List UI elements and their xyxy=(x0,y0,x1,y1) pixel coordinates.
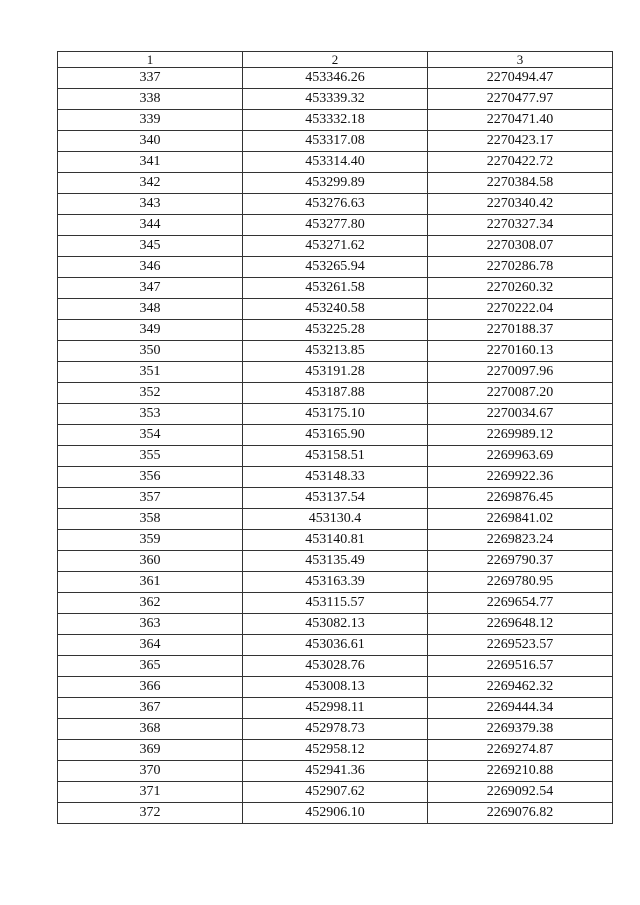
y-coordinate-cell: 2270327.34 xyxy=(428,215,613,236)
table-row xyxy=(58,236,613,257)
table-row xyxy=(58,152,613,173)
x-coordinate-cell: 452958.12 xyxy=(243,740,428,761)
point-number-cell: 359 xyxy=(58,530,243,551)
table-row xyxy=(58,68,613,89)
table-row xyxy=(58,761,613,782)
table-row xyxy=(58,341,613,362)
x-coordinate-cell: 453240.58 xyxy=(243,299,428,320)
y-coordinate-cell: 2270308.07 xyxy=(428,236,613,257)
x-coordinate-cell: 453346.26 xyxy=(243,68,428,89)
x-coordinate-cell: 452907.62 xyxy=(243,782,428,803)
x-coordinate-cell: 453140.81 xyxy=(243,530,428,551)
table-row xyxy=(58,173,613,194)
y-coordinate-cell: 2269210.88 xyxy=(428,761,613,782)
table-row xyxy=(58,509,613,530)
point-number-cell: 370 xyxy=(58,761,243,782)
point-number-cell: 340 xyxy=(58,131,243,152)
table-row xyxy=(58,215,613,236)
y-coordinate-cell: 2269076.82 xyxy=(428,803,613,824)
y-coordinate-cell: 2269780.95 xyxy=(428,572,613,593)
point-number-cell: 356 xyxy=(58,467,243,488)
point-number-cell: 349 xyxy=(58,320,243,341)
y-coordinate-cell: 2269963.69 xyxy=(428,446,613,467)
y-coordinate-cell: 2270087.20 xyxy=(428,383,613,404)
table-body xyxy=(58,68,613,824)
table-row xyxy=(58,614,613,635)
point-number-cell: 361 xyxy=(58,572,243,593)
x-coordinate-cell: 453148.33 xyxy=(243,467,428,488)
point-number-cell: 362 xyxy=(58,593,243,614)
point-number-cell: 337 xyxy=(58,68,243,89)
table-row xyxy=(58,89,613,110)
y-coordinate-cell: 2269648.12 xyxy=(428,614,613,635)
x-coordinate-cell: 453225.28 xyxy=(243,320,428,341)
y-coordinate-cell: 2269922.36 xyxy=(428,467,613,488)
x-coordinate-cell: 453276.63 xyxy=(243,194,428,215)
table-row xyxy=(58,257,613,278)
table-row xyxy=(58,677,613,698)
point-number-cell: 344 xyxy=(58,215,243,236)
table-row xyxy=(58,698,613,719)
x-coordinate-cell: 453261.58 xyxy=(243,278,428,299)
y-coordinate-cell: 2270423.17 xyxy=(428,131,613,152)
x-coordinate-cell: 453317.08 xyxy=(243,131,428,152)
point-number-cell: 350 xyxy=(58,341,243,362)
table-row xyxy=(58,782,613,803)
point-number-cell: 354 xyxy=(58,425,243,446)
x-coordinate-cell: 452941.36 xyxy=(243,761,428,782)
table-row xyxy=(58,383,613,404)
y-coordinate-cell: 2269876.45 xyxy=(428,488,613,509)
x-coordinate-cell: 453130.4 xyxy=(243,509,428,530)
x-coordinate-cell: 453158.51 xyxy=(243,446,428,467)
table-row xyxy=(58,488,613,509)
x-coordinate-cell: 453299.89 xyxy=(243,173,428,194)
point-number-cell: 372 xyxy=(58,803,243,824)
x-coordinate-cell: 453191.28 xyxy=(243,362,428,383)
table-row xyxy=(58,467,613,488)
table-row xyxy=(58,362,613,383)
table-row xyxy=(58,131,613,152)
y-coordinate-cell: 2269654.77 xyxy=(428,593,613,614)
x-coordinate-cell: 453314.40 xyxy=(243,152,428,173)
x-coordinate-cell: 453175.10 xyxy=(243,404,428,425)
point-number-cell: 343 xyxy=(58,194,243,215)
table-row xyxy=(58,719,613,740)
y-coordinate-cell: 2270340.42 xyxy=(428,194,613,215)
point-number-cell: 369 xyxy=(58,740,243,761)
x-coordinate-cell: 453277.80 xyxy=(243,215,428,236)
point-number-cell: 352 xyxy=(58,383,243,404)
point-number-cell: 367 xyxy=(58,698,243,719)
y-coordinate-cell: 2270260.32 xyxy=(428,278,613,299)
table-row xyxy=(58,551,613,572)
y-coordinate-cell: 2269516.57 xyxy=(428,656,613,677)
table-row xyxy=(58,110,613,131)
table-row xyxy=(58,446,613,467)
x-coordinate-cell: 453332.18 xyxy=(243,110,428,131)
point-number-cell: 363 xyxy=(58,614,243,635)
y-coordinate-cell: 2269841.02 xyxy=(428,509,613,530)
x-coordinate-cell: 453082.13 xyxy=(243,614,428,635)
x-coordinate-cell: 453165.90 xyxy=(243,425,428,446)
point-number-cell: 338 xyxy=(58,89,243,110)
column-header-3: 3 xyxy=(428,52,613,68)
table-row xyxy=(58,593,613,614)
x-coordinate-cell: 453265.94 xyxy=(243,257,428,278)
point-number-cell: 342 xyxy=(58,173,243,194)
point-number-cell: 364 xyxy=(58,635,243,656)
y-coordinate-cell: 2270422.72 xyxy=(428,152,613,173)
x-coordinate-cell: 453213.85 xyxy=(243,341,428,362)
table-row xyxy=(58,572,613,593)
y-coordinate-cell: 2269462.32 xyxy=(428,677,613,698)
table-row xyxy=(58,404,613,425)
point-number-cell: 371 xyxy=(58,782,243,803)
point-number-cell: 348 xyxy=(58,299,243,320)
x-coordinate-cell: 453339.32 xyxy=(243,89,428,110)
table-row xyxy=(58,803,613,824)
y-coordinate-cell: 2270188.37 xyxy=(428,320,613,341)
table-header-row xyxy=(58,52,613,68)
x-coordinate-cell: 453163.39 xyxy=(243,572,428,593)
y-coordinate-cell: 2269444.34 xyxy=(428,698,613,719)
y-coordinate-cell: 2270222.04 xyxy=(428,299,613,320)
point-number-cell: 345 xyxy=(58,236,243,257)
y-coordinate-cell: 2269274.87 xyxy=(428,740,613,761)
x-coordinate-cell: 453135.49 xyxy=(243,551,428,572)
point-number-cell: 357 xyxy=(58,488,243,509)
point-number-cell: 360 xyxy=(58,551,243,572)
x-coordinate-cell: 452978.73 xyxy=(243,719,428,740)
x-coordinate-cell: 453036.61 xyxy=(243,635,428,656)
x-coordinate-cell: 453271.62 xyxy=(243,236,428,257)
column-header-1: 1 xyxy=(58,52,243,68)
y-coordinate-cell: 2269379.38 xyxy=(428,719,613,740)
y-coordinate-cell: 2270097.96 xyxy=(428,362,613,383)
point-number-cell: 365 xyxy=(58,656,243,677)
point-number-cell: 346 xyxy=(58,257,243,278)
x-coordinate-cell: 453115.57 xyxy=(243,593,428,614)
coordinates-table xyxy=(57,51,613,824)
table-row xyxy=(58,635,613,656)
point-number-cell: 341 xyxy=(58,152,243,173)
table-row xyxy=(58,194,613,215)
x-coordinate-cell: 453137.54 xyxy=(243,488,428,509)
point-number-cell: 355 xyxy=(58,446,243,467)
table-row xyxy=(58,299,613,320)
x-coordinate-cell: 453028.76 xyxy=(243,656,428,677)
y-coordinate-cell: 2270286.78 xyxy=(428,257,613,278)
x-coordinate-cell: 453008.13 xyxy=(243,677,428,698)
x-coordinate-cell: 452998.11 xyxy=(243,698,428,719)
y-coordinate-cell: 2270477.97 xyxy=(428,89,613,110)
point-number-cell: 347 xyxy=(58,278,243,299)
point-number-cell: 368 xyxy=(58,719,243,740)
y-coordinate-cell: 2270160.13 xyxy=(428,341,613,362)
y-coordinate-cell: 2270384.58 xyxy=(428,173,613,194)
table-row xyxy=(58,656,613,677)
point-number-cell: 353 xyxy=(58,404,243,425)
table-row xyxy=(58,740,613,761)
y-coordinate-cell: 2269790.37 xyxy=(428,551,613,572)
point-number-cell: 339 xyxy=(58,110,243,131)
y-coordinate-cell: 2269989.12 xyxy=(428,425,613,446)
y-coordinate-cell: 2270494.47 xyxy=(428,68,613,89)
point-number-cell: 351 xyxy=(58,362,243,383)
x-coordinate-cell: 453187.88 xyxy=(243,383,428,404)
column-header-2: 2 xyxy=(243,52,428,68)
point-number-cell: 366 xyxy=(58,677,243,698)
table-row xyxy=(58,425,613,446)
x-coordinate-cell: 452906.10 xyxy=(243,803,428,824)
point-number-cell: 358 xyxy=(58,509,243,530)
table-row xyxy=(58,530,613,551)
y-coordinate-cell: 2270034.67 xyxy=(428,404,613,425)
table-row xyxy=(58,278,613,299)
y-coordinate-cell: 2269092.54 xyxy=(428,782,613,803)
y-coordinate-cell: 2269823.24 xyxy=(428,530,613,551)
y-coordinate-cell: 2270471.40 xyxy=(428,110,613,131)
table-row xyxy=(58,320,613,341)
y-coordinate-cell: 2269523.57 xyxy=(428,635,613,656)
